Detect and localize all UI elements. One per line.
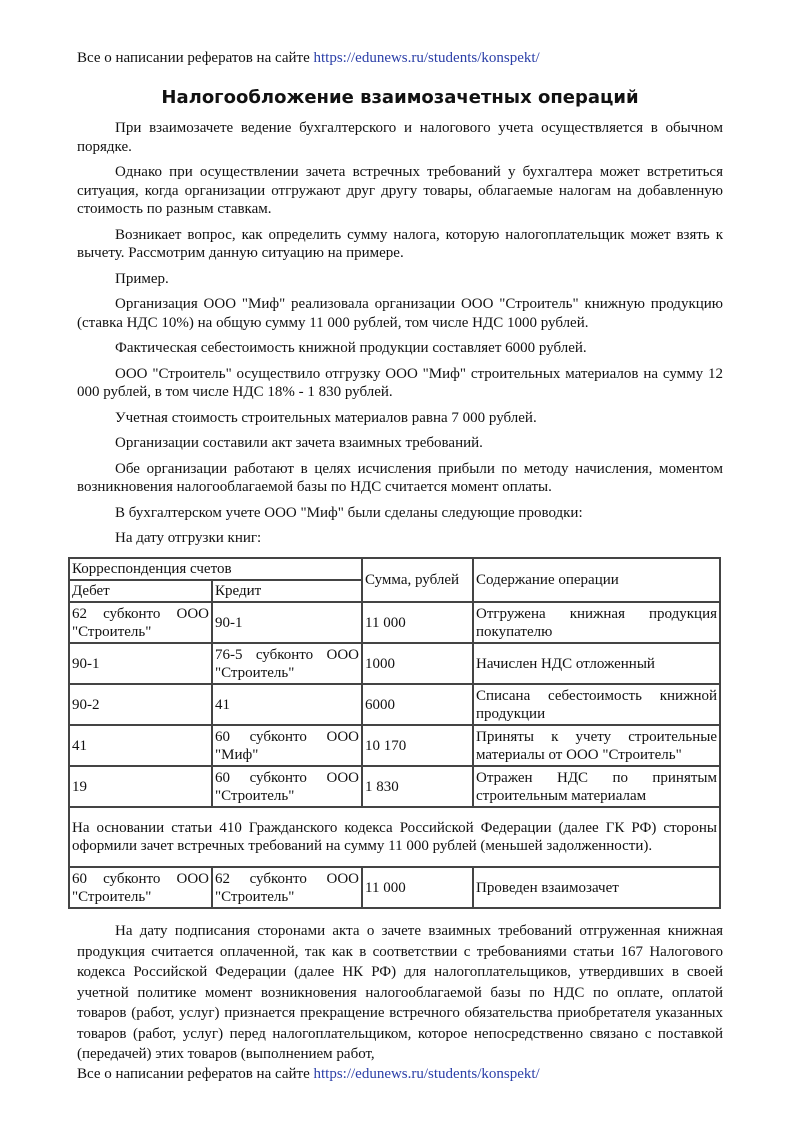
page-header [77, 49, 540, 67]
cell-amount: 6000 [362, 684, 473, 725]
cell-amount: 11 000 [362, 867, 473, 908]
table-row [69, 725, 720, 766]
ledger-table [68, 557, 721, 909]
table-header-row [69, 558, 720, 580]
cell-description: Отражен НДС по принятым строительным материалам [473, 766, 720, 807]
paragraph: Возникает вопрос, как определить сумму налога, которую налогоплательщик может взять к вычету. Рассмотрим данную ситуацию на примере. [77, 226, 723, 261]
cell-description: Приняты к учету строительные материалы от ООО "Строитель" [473, 725, 720, 766]
table-row [69, 867, 720, 908]
page-footer [77, 1065, 540, 1083]
cell-debit: 90-2 [69, 684, 212, 725]
cell-description: Начислен НДС отложенный [473, 643, 720, 684]
header-correspondence: Корреспонденция счетов [69, 558, 362, 580]
cell-debit: 19 [69, 766, 212, 807]
paragraph: Организации составили акт зачета взаимных требований. [115, 435, 483, 451]
cell-amount: 10 170 [362, 725, 473, 766]
paragraph: Учетная стоимость строительных материалов равна 7 000 рублей. [115, 409, 537, 426]
paragraph: Однако при осуществлении зачета встречных требований у бухгалтера может встретиться ситуация, когда организации отгружают друг другу товары, облагаемые налогам на добавленную стоимость по разным ставкам. [77, 164, 723, 217]
table-row [69, 684, 720, 725]
paragraph: При взаимозачете ведение бухгалтерского и налогового учета осуществляется в обычном порядке. [77, 120, 723, 155]
cell-credit: 62 субконто ООО "Строитель" [212, 867, 362, 908]
cell-credit: 76-5 субконто ООО "Строитель" [212, 643, 362, 684]
cell-credit: 41 [212, 684, 362, 725]
cell-description: Списана себестоимость книжной продукции [473, 684, 720, 725]
cell-debit: 90-1 [69, 643, 212, 684]
paragraph: На дату отгрузки книг: [115, 530, 262, 546]
paragraph: Фактическая себестоимость книжной продукции составляет 6000 рублей. [115, 340, 587, 356]
paragraph: В бухгалтерском учете ООО "Миф" были сделаны следующие проводки: [115, 504, 583, 521]
header-debit: Дебет [69, 580, 212, 602]
paragraph: ООО "Строитель" осуществило отгрузку ООО "Миф" строительных материалов на сумму 12 000 рублей, в том числе НДС 18% - 1 830 рублей. [77, 365, 723, 400]
header-credit: Кредит [212, 580, 362, 602]
closing-section [77, 921, 723, 1065]
table-row [69, 602, 720, 643]
header-amount: Сумма, рублей [362, 558, 473, 602]
document-title: Налогообложение взаимозачетных операций [161, 87, 639, 108]
header-text: Все о написании рефератов на сайте [77, 50, 310, 66]
table-row [69, 643, 720, 684]
table-row [69, 766, 720, 807]
footer-link[interactable]: https://edunews.ru/students/konspekt/ [313, 1066, 540, 1082]
cell-amount: 1000 [362, 643, 473, 684]
cell-description: Проведен взаимозачет [473, 867, 720, 908]
document-body [77, 119, 723, 548]
table-note-row [69, 807, 720, 867]
cell-debit: 41 [69, 725, 212, 766]
cell-debit: 62 субконто ООО "Строитель" [69, 602, 212, 643]
header-description: Содержание операции [473, 558, 720, 602]
cell-description: Отгружена книжная продукция покупателю [473, 602, 720, 643]
cell-credit: 90-1 [212, 602, 362, 643]
paragraph: Обе организации работают в целях исчисления прибыли по методу начисления, моментом возникновения налогооблагаемой базы по НДС считается момент оплаты. [77, 460, 723, 495]
cell-credit: 60 субконто ООО "Миф" [212, 725, 362, 766]
cell-amount: 1 830 [362, 766, 473, 807]
footer-text: Все о написании рефератов на сайте [77, 1066, 310, 1082]
paragraph: Организация ООО "Миф" реализовала организации ООО "Строитель" книжную продукцию (ставка НДС 10%) на общую сумму 11 000 рублей, том числе НДС 1000 рублей. [77, 296, 723, 331]
header-link[interactable]: https://edunews.ru/students/konspekt/ [313, 50, 540, 66]
closing-paragraph: На дату подписания сторонами акта о зачете взаимных требований отгруженная книжная продукция считается оплаченной, так как в соответствии с требованиями статьи 167 Налогового кодекса Российской Федерации (далее НК РФ) для налогоплательщиков, утвердивших в своей учетной политике момент возникновения налогооблагаемой базы по НДС по оплате, оплатой товаров (работ, услуг) признается прекращение встречного обязательства приобретателя указанных товаров (работ, услуг) перед налогоплательщиком, которое непосредственно связано с поставкой (передачей) этих товаров (выполнением работ, [77, 923, 723, 1062]
paragraph: Пример. [115, 270, 169, 287]
cell-credit: 60 субконто ООО "Строитель" [212, 766, 362, 807]
table-note: На основании статьи 410 Гражданского кодекса Российской Федерации (далее ГК РФ) стороны оформили зачет встречных требований на сумму 11 000 рублей (меньшей задолженности). [69, 807, 720, 867]
cell-debit: 60 субконто ООО "Строитель" [69, 867, 212, 908]
cell-amount: 11 000 [362, 602, 473, 643]
